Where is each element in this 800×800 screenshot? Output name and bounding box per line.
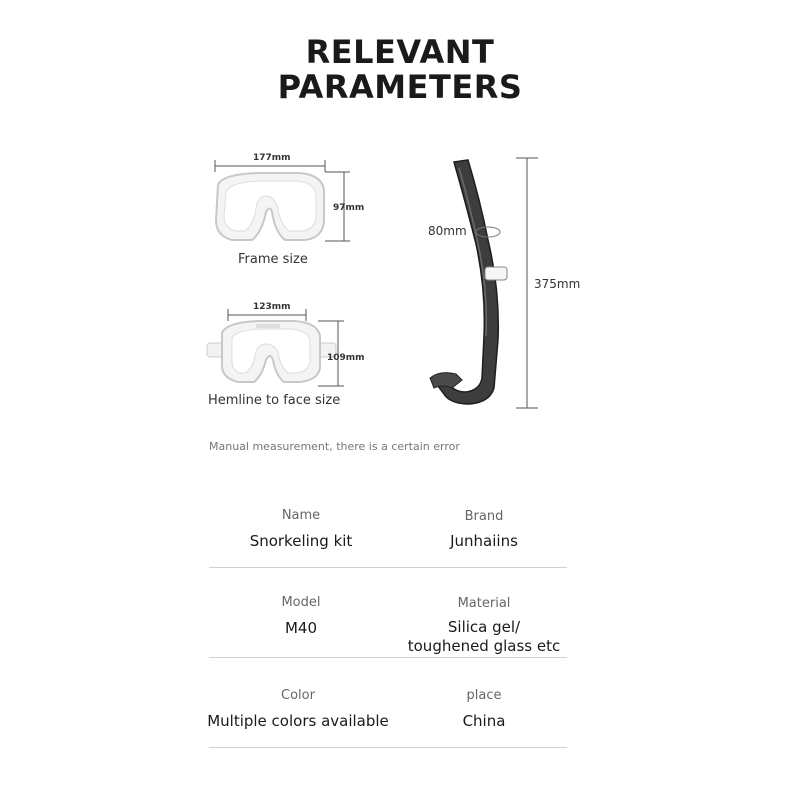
frame-height-label: 97mm	[333, 203, 365, 213]
spec-material	[364, 596, 604, 656]
hemline-height-label: 109mm	[327, 353, 365, 363]
mask-front-image	[216, 173, 324, 240]
spec-label: Color	[281, 688, 315, 703]
row-divider	[209, 567, 567, 568]
hemline-caption: Hemline to face size	[208, 393, 341, 408]
spec-place	[364, 688, 604, 731]
spec-value-line2: toughened glass etc	[407, 637, 561, 655]
spec-label: Material	[457, 596, 511, 611]
spec-value: Multiple colors available	[207, 712, 389, 730]
spec-value: Snorkeling kit	[249, 532, 353, 550]
title-line-1: RELEVANT	[305, 33, 495, 71]
spec-value: Junhaiins	[450, 532, 518, 550]
frame-caption: Frame size	[238, 252, 308, 267]
snorkel-diameter-label: 80mm	[428, 224, 467, 238]
spec-brand	[364, 509, 604, 551]
spec-label: Model	[281, 595, 321, 610]
snorkel-length-label: 375mm	[534, 277, 581, 291]
hemline-width-label: 123mm	[253, 302, 291, 312]
title-line-2: PARAMETERS	[277, 68, 523, 106]
spec-label: Name	[281, 508, 321, 523]
measurement-note: Manual measurement, there is a certain error	[209, 440, 460, 453]
spec-value: M40	[284, 619, 318, 637]
row-divider	[209, 657, 567, 658]
spec-label: Brand	[464, 509, 504, 524]
mask-back-image	[207, 321, 336, 382]
row-divider	[209, 747, 567, 748]
spec-value: Silica gel/	[447, 618, 521, 636]
spec-value: China	[462, 712, 506, 730]
snorkel-image	[430, 160, 507, 404]
frame-width-label: 177mm	[253, 153, 291, 163]
spec-label: place	[466, 688, 502, 703]
